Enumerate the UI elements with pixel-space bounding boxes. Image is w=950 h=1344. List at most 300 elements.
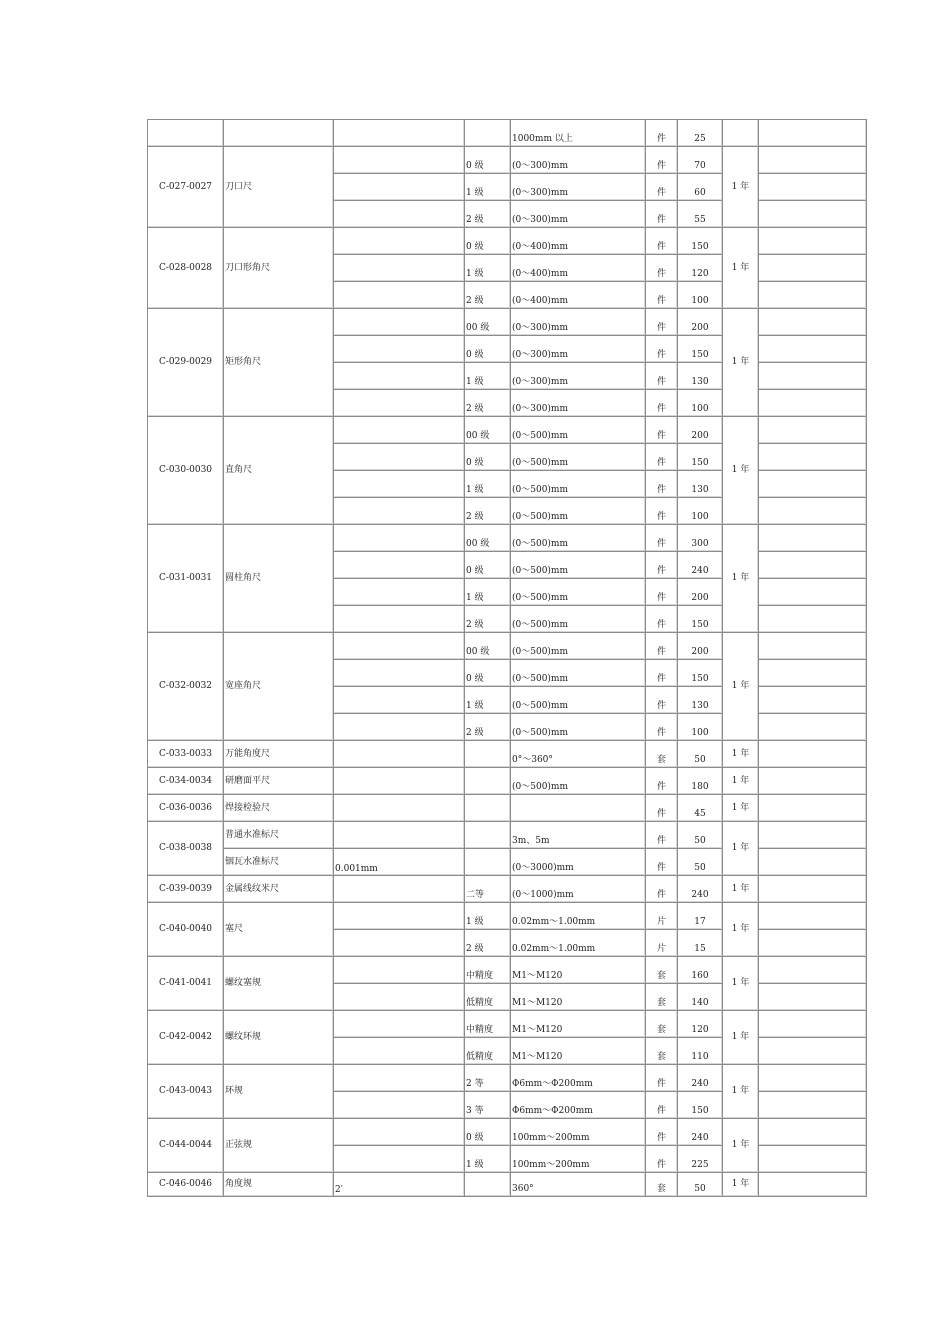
accuracy-cell [333,1118,464,1145]
accuracy-cell [333,281,464,308]
calibration-cycle-cell: 1 年 [722,416,758,524]
accuracy-cell [333,1091,464,1118]
measuring-range-cell: (0～300)mm [510,200,645,227]
calibration-cycle-cell: 1 年 [722,902,758,956]
remark-cell [758,902,867,929]
unit-cell: 件 [645,686,677,713]
unit-cell: 件 [645,632,677,659]
accuracy-cell [333,254,464,281]
table-row [147,848,867,875]
item-code-cell [147,119,223,146]
grade-cell: 0 级 [464,551,510,578]
grade-cell: 0 级 [464,1118,510,1145]
grade-cell: 00 级 [464,416,510,443]
unit-cell: 件 [645,362,677,389]
grade-cell: 中精度 [464,956,510,983]
grade-cell: 1 级 [464,578,510,605]
calibration-cycle-cell: 1 年 [722,1172,758,1197]
remark-cell [758,821,867,848]
accuracy-cell [333,659,464,686]
measuring-range-cell: (0～300)mm [510,335,645,362]
remark-cell [758,1010,867,1037]
measuring-range-cell: (0～500)mm [510,443,645,470]
calibration-cycle-cell: 1 年 [722,308,758,416]
fee-cell: 25 [677,119,722,146]
grade-cell: 2 级 [464,713,510,740]
unit-cell: 件 [645,335,677,362]
accuracy-cell [333,416,464,443]
item-code-cell: C-041-0041 [147,956,223,1010]
table-row [147,821,867,848]
table-row [147,524,867,551]
unit-cell: 件 [645,497,677,524]
measuring-range-cell: M1～M120 [510,956,645,983]
unit-cell: 件 [645,659,677,686]
grade-cell: 00 级 [464,308,510,335]
instrument-name-cell: 圆柱角尺 [223,524,333,632]
remark-cell [758,740,867,767]
instrument-name-cell: 环规 [223,1064,333,1118]
fee-cell: 50 [677,848,722,875]
grade-cell: 2 级 [464,929,510,956]
fee-cell: 50 [677,1172,722,1197]
remark-cell [758,659,867,686]
item-code-cell: C-044-0044 [147,1118,223,1172]
measuring-range-cell: (0～500)mm [510,578,645,605]
grade-cell: 2 等 [464,1064,510,1091]
measuring-range-cell: Φ6mm～Φ200mm [510,1091,645,1118]
calibration-cycle-cell: 1 年 [722,1118,758,1172]
item-code-cell: C-038-0038 [147,821,223,875]
measuring-range-cell: (0～500)mm [510,416,645,443]
remark-cell [758,281,867,308]
unit-cell: 件 [645,227,677,254]
grade-cell: 1 级 [464,686,510,713]
accuracy-cell [333,1037,464,1064]
remark-cell [758,470,867,497]
grade-cell: 二等 [464,875,510,902]
grade-cell: 0 级 [464,443,510,470]
remark-cell [758,308,867,335]
fee-cell: 15 [677,929,722,956]
item-code-cell: C-030-0030 [147,416,223,524]
unit-cell: 件 [645,200,677,227]
fee-cell: 100 [677,713,722,740]
item-code-cell: C-027-0027 [147,146,223,227]
measuring-range-cell: M1～M120 [510,983,645,1010]
unit-cell: 件 [645,875,677,902]
grade-cell: 1 级 [464,902,510,929]
grade-cell: 1 级 [464,254,510,281]
grade-cell: 0 级 [464,335,510,362]
unit-cell: 件 [645,443,677,470]
item-code-cell: C-029-0029 [147,308,223,416]
fee-cell: 17 [677,902,722,929]
measuring-range-cell: 0.02mm～1.00mm [510,902,645,929]
remark-cell [758,254,867,281]
fee-cell: 130 [677,686,722,713]
measuring-range-cell: (0～500)mm [510,713,645,740]
calibration-cycle-cell: 1 年 [722,227,758,308]
remark-cell [758,443,867,470]
remark-cell [758,200,867,227]
grade-cell: 00 级 [464,524,510,551]
measuring-range-cell: 1000mm 以上 [510,119,645,146]
remark-cell [758,416,867,443]
unit-cell: 件 [645,1064,677,1091]
remark-cell [758,335,867,362]
fee-cell: 150 [677,659,722,686]
fee-cell: 200 [677,632,722,659]
measuring-range-cell: (0～3000)mm [510,848,645,875]
accuracy-cell [333,821,464,848]
calibration-cycle-cell: 1 年 [722,767,758,794]
remark-cell [758,1145,867,1172]
calibration-cycle-cell: 1 年 [722,821,758,875]
remark-cell [758,605,867,632]
fee-cell: 100 [677,389,722,416]
instrument-name-cell: 研磨面平尺 [223,767,333,794]
accuracy-cell [333,227,464,254]
grade-cell: 低精度 [464,1037,510,1064]
remark-cell [758,848,867,875]
measuring-range-cell: (0～400)mm [510,227,645,254]
fee-cell: 240 [677,551,722,578]
unit-cell: 件 [645,308,677,335]
grade-cell: 0 级 [464,659,510,686]
item-code-cell: C-046-0046 [147,1172,223,1197]
remark-cell [758,794,867,821]
remark-cell [758,146,867,173]
instrument-name-cell: 焊接检验尺 [223,794,333,821]
grade-cell: 1 级 [464,470,510,497]
calibration-cycle-cell [722,119,758,146]
accuracy-cell [333,983,464,1010]
item-code-cell: C-039-0039 [147,875,223,902]
measuring-range-cell: 100mm～200mm [510,1118,645,1145]
accuracy-cell [333,686,464,713]
grade-cell: 2 级 [464,200,510,227]
measuring-range-cell: (0～500)mm [510,470,645,497]
calibration-cycle-cell: 1 年 [722,146,758,227]
accuracy-cell [333,335,464,362]
accuracy-cell [333,929,464,956]
unit-cell: 件 [645,281,677,308]
item-code-cell: C-028-0028 [147,227,223,308]
measuring-range-cell: (0～300)mm [510,146,645,173]
item-code-cell: C-043-0043 [147,1064,223,1118]
unit-cell: 片 [645,929,677,956]
table-row [147,956,867,983]
grade-cell: 2 级 [464,605,510,632]
unit-cell: 件 [645,254,677,281]
fee-cell: 110 [677,1037,722,1064]
unit-cell: 件 [645,524,677,551]
fee-cell: 200 [677,416,722,443]
measuring-range-cell: (0～500)mm [510,524,645,551]
measuring-range-cell: (0～300)mm [510,389,645,416]
unit-cell: 件 [645,1118,677,1145]
fee-cell: 60 [677,173,722,200]
fee-cell: 240 [677,1064,722,1091]
grade-cell: 2 级 [464,389,510,416]
grade-cell: 3 等 [464,1091,510,1118]
measuring-range-cell: 0°～360° [510,740,645,767]
instrument-name-cell: 正弦规 [223,1118,333,1172]
accuracy-cell [333,1064,464,1091]
table-row [147,1064,867,1091]
calibration-cycle-cell: 1 年 [722,1064,758,1118]
accuracy-cell [333,470,464,497]
item-code-cell: C-031-0031 [147,524,223,632]
fee-cell: 55 [677,200,722,227]
fee-cell: 150 [677,443,722,470]
remark-cell [758,632,867,659]
fee-cell: 50 [677,821,722,848]
remark-cell [758,1118,867,1145]
instrument-name-cell: 金属线纹米尺 [223,875,333,902]
measuring-range-cell: (0～500)mm [510,551,645,578]
remark-cell [758,929,867,956]
table-row [147,794,867,821]
remark-cell [758,713,867,740]
unit-cell: 件 [645,551,677,578]
measuring-range-cell: (0～500)mm [510,767,645,794]
fee-cell: 150 [677,1091,722,1118]
instrument-name-cell: 角度规 [223,1172,333,1197]
unit-cell: 套 [645,740,677,767]
remark-cell [758,389,867,416]
accuracy-cell [333,362,464,389]
measuring-range-cell: (0～500)mm [510,659,645,686]
instrument-name-cell: 螺纹塞规 [223,956,333,1010]
grade-cell [464,119,510,146]
calibration-cycle-cell: 1 年 [722,740,758,767]
accuracy-cell [333,146,464,173]
instrument-name-cell: 塞尺 [223,902,333,956]
calibration-cycle-cell: 1 年 [722,794,758,821]
item-code-cell: C-042-0042 [147,1010,223,1064]
grade-cell: 0 级 [464,227,510,254]
unit-cell: 件 [645,416,677,443]
table-row [147,416,867,443]
fee-cell: 120 [677,1010,722,1037]
remark-cell [758,497,867,524]
unit-cell: 件 [645,578,677,605]
accuracy-cell [333,1010,464,1037]
remark-cell [758,1064,867,1091]
fee-cell: 240 [677,875,722,902]
fee-cell: 70 [677,146,722,173]
accuracy-cell: 0.001mm [333,848,464,875]
grade-cell [464,740,510,767]
calibration-cycle-cell: 1 年 [722,524,758,632]
table-row [147,902,867,929]
table-row [147,632,867,659]
measuring-range-cell: (0～500)mm [510,605,645,632]
unit-cell: 件 [645,848,677,875]
table-row [147,227,867,254]
unit-cell: 件 [645,713,677,740]
grade-cell: 低精度 [464,983,510,1010]
fee-cell: 50 [677,740,722,767]
unit-cell: 套 [645,1010,677,1037]
unit-cell: 套 [645,983,677,1010]
fee-cell: 140 [677,983,722,1010]
remark-cell [758,983,867,1010]
remark-cell [758,875,867,902]
accuracy-cell [333,740,464,767]
grade-cell: 00 级 [464,632,510,659]
accuracy-cell [333,794,464,821]
fee-cell: 100 [677,281,722,308]
table-row [147,767,867,794]
grade-cell [464,794,510,821]
unit-cell: 件 [645,767,677,794]
measuring-range-cell: 360° [510,1172,645,1197]
fee-cell: 130 [677,362,722,389]
grade-cell [464,767,510,794]
accuracy-cell [333,551,464,578]
table-row [147,1010,867,1037]
accuracy-cell [333,308,464,335]
fee-cell: 120 [677,254,722,281]
measuring-range-cell: (0～1000)mm [510,875,645,902]
remark-cell [758,524,867,551]
instrument-name-cell: 宽座角尺 [223,632,333,740]
measuring-range-cell: (0～300)mm [510,173,645,200]
item-code-cell: C-033-0033 [147,740,223,767]
instrument-name-cell: 刀口尺 [223,146,333,227]
remark-cell [758,578,867,605]
table-body [147,119,867,1197]
instrument-name-cell [223,119,333,146]
measuring-range-cell: 3m、5m [510,821,645,848]
measuring-range-cell: 0.02mm～1.00mm [510,929,645,956]
remark-cell [758,227,867,254]
unit-cell: 件 [645,173,677,200]
calibration-cycle-cell: 1 年 [722,875,758,902]
grade-cell [464,821,510,848]
accuracy-cell [333,956,464,983]
measuring-range-cell: M1～M120 [510,1010,645,1037]
unit-cell: 件 [645,470,677,497]
grade-cell [464,1172,510,1197]
table-row [147,1172,867,1197]
grade-cell: 中精度 [464,1010,510,1037]
fee-cell: 240 [677,1118,722,1145]
measuring-range-cell: (0～500)mm [510,632,645,659]
remark-cell [758,956,867,983]
grade-cell: 1 级 [464,362,510,389]
remark-cell [758,686,867,713]
unit-cell: 套 [645,1037,677,1064]
accuracy-cell: 2′ [333,1172,464,1197]
instrument-name-cell: 万能角度尺 [223,740,333,767]
accuracy-cell [333,632,464,659]
measuring-range-cell: (0～400)mm [510,281,645,308]
remark-cell [758,362,867,389]
unit-cell: 件 [645,146,677,173]
item-code-cell: C-034-0034 [147,767,223,794]
unit-cell: 件 [645,794,677,821]
table-row [147,119,867,146]
unit-cell: 件 [645,605,677,632]
grade-cell: 2 级 [464,497,510,524]
measuring-range-cell: Φ6mm～Φ200mm [510,1064,645,1091]
remark-cell [758,1172,867,1197]
measuring-range-cell: (0～300)mm [510,308,645,335]
fee-cell: 150 [677,605,722,632]
fee-cell: 160 [677,956,722,983]
item-code-cell: C-040-0040 [147,902,223,956]
accuracy-cell [333,497,464,524]
unit-cell: 套 [645,1172,677,1197]
unit-cell: 件 [645,1091,677,1118]
unit-cell: 件 [645,389,677,416]
unit-cell: 套 [645,956,677,983]
accuracy-cell [333,1145,464,1172]
fee-cell: 100 [677,497,722,524]
calibration-fee-table [147,119,867,1197]
measuring-range-cell: M1～M120 [510,1037,645,1064]
calibration-cycle-cell: 1 年 [722,1010,758,1064]
table-row [147,146,867,173]
accuracy-cell [333,200,464,227]
calibration-cycle-cell: 1 年 [722,632,758,740]
instrument-name-cell: 铟瓦水准标尺 [223,848,333,875]
table-row [147,875,867,902]
grade-cell: 2 级 [464,281,510,308]
table-row [147,308,867,335]
measuring-range-cell: (0～500)mm [510,497,645,524]
remark-cell [758,1091,867,1118]
accuracy-cell [333,389,464,416]
instrument-name-cell: 矩形角尺 [223,308,333,416]
unit-cell: 片 [645,902,677,929]
instrument-name-cell: 刀口形角尺 [223,227,333,308]
fee-cell: 180 [677,767,722,794]
fee-cell: 300 [677,524,722,551]
remark-cell [758,119,867,146]
fee-cell: 200 [677,578,722,605]
accuracy-cell [333,713,464,740]
calibration-cycle-cell: 1 年 [722,956,758,1010]
accuracy-cell [333,767,464,794]
accuracy-cell [333,524,464,551]
measuring-range-cell: (0～500)mm [510,686,645,713]
instrument-name-cell: 普通水准标尺 [223,821,333,848]
instrument-name-cell: 直角尺 [223,416,333,524]
remark-cell [758,767,867,794]
grade-cell: 1 级 [464,1145,510,1172]
accuracy-cell [333,173,464,200]
remark-cell [758,1037,867,1064]
accuracy-cell [333,443,464,470]
fee-cell: 200 [677,308,722,335]
unit-cell: 件 [645,119,677,146]
accuracy-cell [333,902,464,929]
fee-cell: 130 [677,470,722,497]
item-code-cell: C-032-0032 [147,632,223,740]
table-row [147,740,867,767]
item-code-cell: C-036-0036 [147,794,223,821]
measuring-range-cell: (0～300)mm [510,362,645,389]
accuracy-cell [333,875,464,902]
grade-cell: 0 级 [464,146,510,173]
grade-cell [464,848,510,875]
accuracy-cell [333,119,464,146]
